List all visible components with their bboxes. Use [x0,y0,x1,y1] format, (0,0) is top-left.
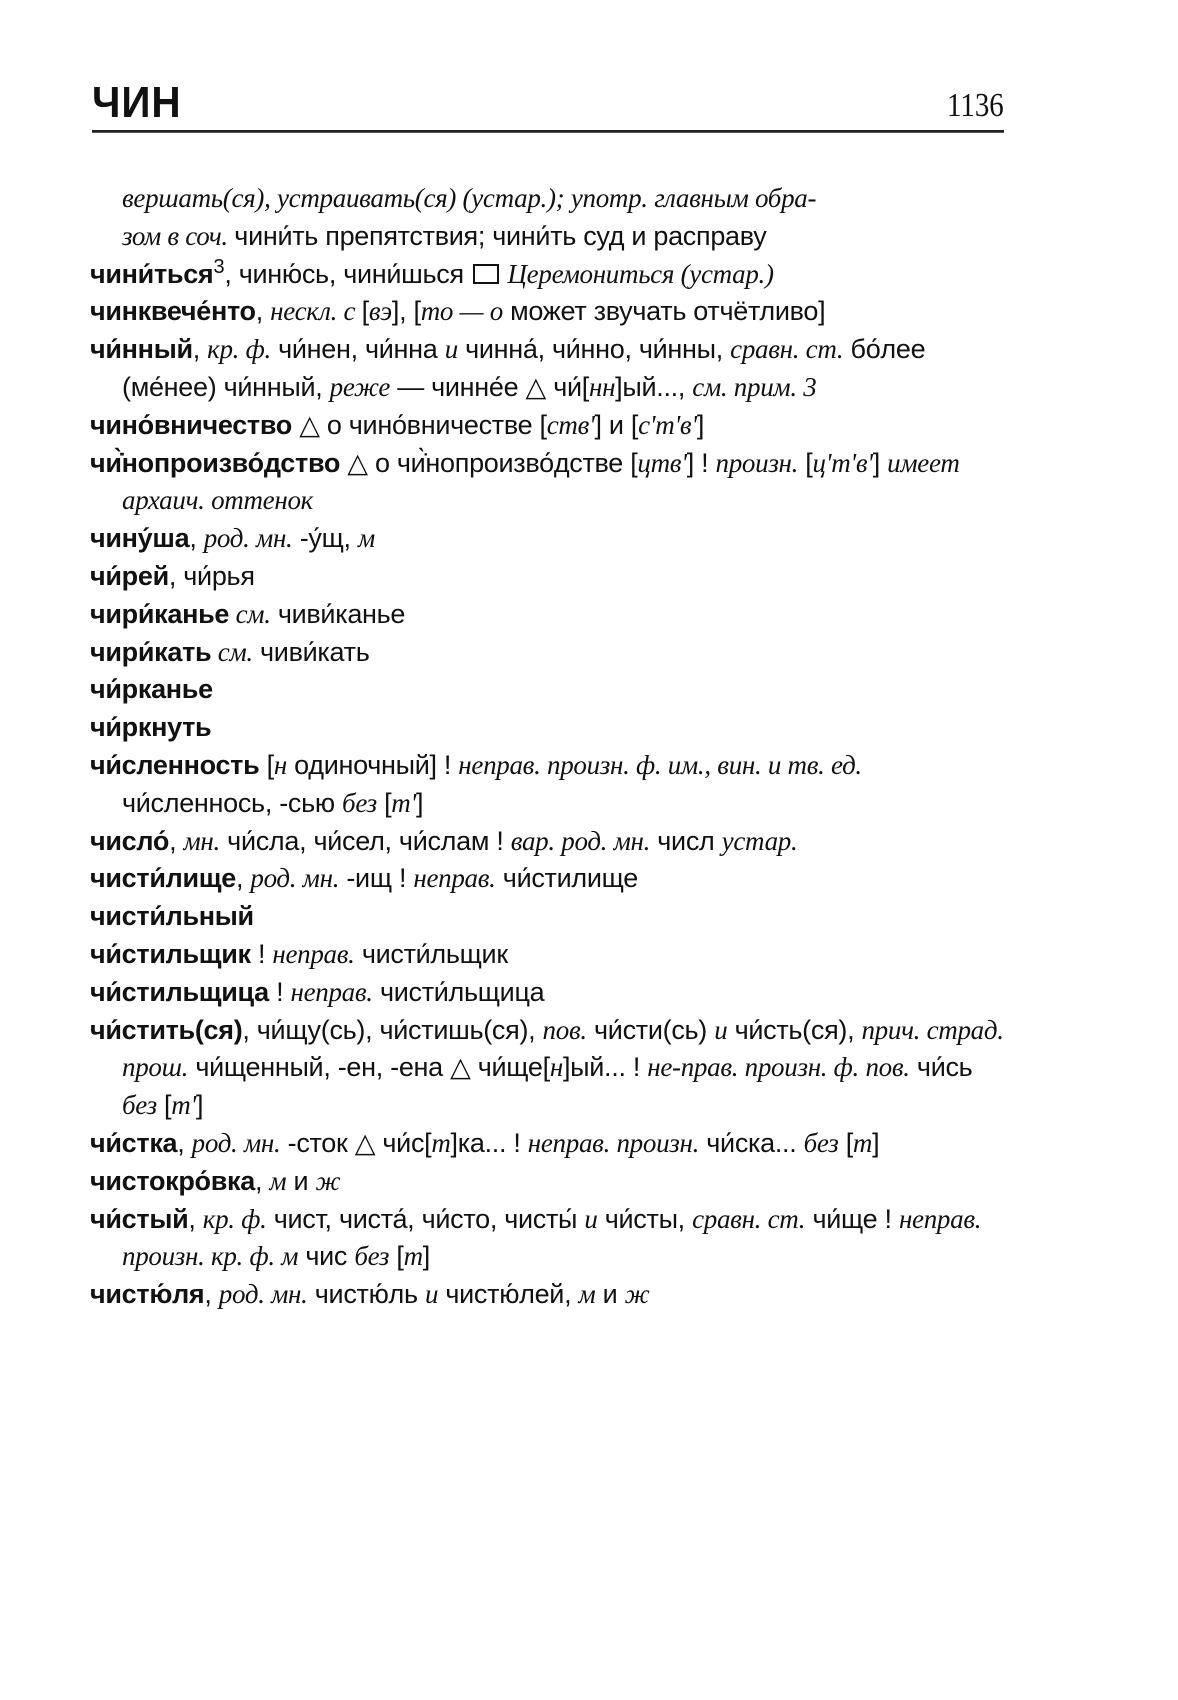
annotation: прич. страд. прош. [122,1014,1004,1083]
annotation: м [578,1279,596,1310]
entry-text: , [235,863,251,894]
headword: чи́стильщица [90,976,269,1007]
entry-text: чи́сть(ся), [727,1014,862,1045]
entry-text: [ [156,1090,172,1121]
headword: чири́кать [90,636,212,667]
entry-text: чистю́лей, [438,1279,579,1310]
running-head: ЧИН [92,78,182,127]
dictionary-entry [90,1276,1005,1314]
annotation: цтв' [637,447,687,478]
entry-text: чистю́ль [307,1279,425,1310]
entry-text: одиночный] ! [286,749,459,780]
entry-text: чист, чиста́, чи́сто, чисты́ [266,1203,585,1234]
entry-text: -у́щ, [292,523,358,554]
dictionary-entry [90,1125,1005,1163]
dictionary-entry [90,898,1005,936]
entry-text: , [254,1165,270,1196]
annotation: кр. ф. [202,1203,267,1234]
entry-text: ] [195,1090,204,1121]
annotation: т' [391,787,416,818]
entry-continuation [90,180,1005,218]
annotation: ств' [546,409,595,440]
annotation: см. [229,598,271,629]
annotation: неправ. [272,938,355,969]
entry-text: [ [798,447,813,478]
entry-text: ]ка... ! [450,1127,528,1158]
headword: чи́ркнуть [90,712,212,743]
entry-text: ] [696,409,705,440]
entry-text: бо́лее (ме́нее) чи́нный, [122,334,926,402]
entry-text: , [189,523,204,554]
entry-text: ] [422,1241,430,1272]
annotation: реже [329,371,391,402]
headword: чисти́льный [90,901,254,932]
dictionary-entry [90,596,1005,634]
entry-text: , [255,296,271,327]
headword: чини́ться [90,258,214,289]
annotation: неправ. [290,976,373,1007]
annotation: устар. [721,825,798,856]
entry-text: чи́сленнось, -сью [122,787,343,818]
entry-text: чи́стилище [495,863,638,894]
annotation: род. мн. [191,1127,281,1158]
headword: чино́вничество [90,409,292,440]
page-header [92,78,1004,128]
headword: чи́сленность [90,749,260,780]
annotation: т [852,1127,873,1158]
annotation: неправ. произн. [527,1127,700,1158]
annotation: без [803,1127,839,1158]
entry-text: чис [298,1241,355,1272]
headword: чи́рей [90,560,169,591]
headword: чи́стый [90,1203,189,1234]
annotation: и [584,1203,598,1234]
annotation: кр. ф. [207,334,271,365]
annotation: н [549,1052,563,1083]
dictionary-entry [90,1012,1005,1125]
entry-text: может звучать отчётливо] [502,296,826,327]
annotation: Церемониться (устар.) [501,258,774,289]
annotation: то — о [420,296,503,327]
annotation: род. мн. [218,1279,308,1310]
page-number: 1136 [947,87,1004,124]
entry-text: числ [650,825,722,856]
annotation: род. мн. [203,523,293,554]
dictionary-entries [90,180,1005,1314]
headword: чистокро́вка [90,1165,255,1196]
annotation: сравн. ст. [730,334,844,365]
annotation: м [357,523,375,554]
entry-text: чини́ть препятствия; чини́ть суд и расправу [234,220,767,251]
entry-text: ]ый... ! [562,1052,648,1083]
annotation: т [431,1127,451,1158]
entry-text: ] [415,787,424,818]
annotation: вар. род. мн. [510,825,651,856]
annotation: вэ [368,296,392,327]
homonym-index: 3 [213,255,225,278]
entry-text: чи́нен, чи́нна [270,334,445,365]
entry-text: , чиню́сь, чини́шься [224,258,472,289]
headword: число́ [90,825,170,856]
entry-text: , [204,1279,219,1310]
headword: чи́рканье [90,674,213,705]
entry-text: и [286,1165,316,1196]
annotation: неправ. произн. кр. ф. м [122,1203,982,1272]
annotation: не-прав. произн. ф. пов. [647,1052,910,1083]
annotation: м [269,1165,287,1196]
entry-text: △ о чи̇̀нопроизво́дстве [ [340,447,638,478]
entry-text: чи́щенный, -ен, -ена △ чи́ще[ [188,1052,550,1083]
entry-continuation [90,218,1005,256]
annotation: и [444,334,458,365]
entry-text: [ [361,296,369,327]
entry-text: , [169,825,184,856]
entry-text: [ [838,1127,853,1158]
dictionary-entry [90,860,1005,898]
dictionary-entry [90,445,1005,521]
entry-text: -сток △ чи́с[ [280,1127,432,1158]
annotation: ж [624,1279,650,1310]
headword: чи́стка [90,1127,178,1158]
annotation: мн. [183,825,220,856]
entry-text: чисти́льщица [372,976,545,1007]
dictionary-entry [90,634,1005,672]
entry-text: [ [259,749,274,780]
entry-text: ! [268,976,291,1007]
entry-text: чи́сла, чи́сел, чи́слам ! [219,825,511,856]
headword: чисти́лище [90,863,236,894]
annotation: т [403,1241,423,1272]
entry-text: чиви́канье [270,598,406,629]
headword: чи́нный [90,334,193,365]
annotation: нн [588,371,616,402]
entry-text: -ищ ! [339,863,414,894]
entry-text: чи́сь [909,1052,973,1083]
entry-text: чинна́, чи́нно, чи́нны, [457,334,731,365]
annotation: пов. [542,1014,587,1045]
dictionary-entry [90,974,1005,1012]
annotation: и [424,1279,439,1310]
headword: чистю́ля [90,1279,205,1310]
entry-text: чи́сты, [597,1203,693,1234]
entry-text: и [595,1279,625,1310]
annotation: с'т'в' [638,409,697,440]
headword: чину́ша [90,523,190,554]
annotation: ж [315,1165,341,1196]
annotation: произн. [715,447,799,478]
dictionary-entry [90,709,1005,747]
annotation: нескл. с [270,296,362,327]
entry-text: ] ! [686,447,716,478]
entry-text: ] [872,447,888,478]
headword: чи̇̀нопроизво́дство [90,447,341,478]
entry-text: △ о чино́вничестве [ [292,409,547,440]
entry-text: , чи́рья [168,560,255,591]
entry-text: , [188,1203,203,1234]
dictionary-entry [90,256,1005,294]
entry-text: [ [389,1241,404,1272]
dictionary-entry [90,293,1005,331]
annotation: т' [171,1090,196,1121]
annotation: имеет архаич. оттенок [122,447,960,516]
dictionary-entry [90,1201,1005,1277]
headword: чи́стильщик [90,938,251,969]
dictionary-entry [90,520,1005,558]
entry-text: чисти́льщик [354,938,508,969]
header-rule [92,130,1004,133]
headword: чинквече́нто [90,296,256,327]
entry-text: ! [250,938,273,969]
entry-text: ] и [ [594,409,639,440]
dictionary-entry [90,558,1005,596]
entry-text: ]ый..., [615,371,693,402]
entry-text: ], [ [391,296,421,327]
box-icon [473,264,499,284]
entry-text: чиви́кать [252,636,370,667]
dictionary-entry [90,407,1005,445]
entry-text: ] [872,1127,880,1158]
headword: чи́стить(ся) [90,1014,243,1045]
entry-text: чи́ска... [699,1127,804,1158]
entry-text: чи́сти(сь) [586,1014,715,1045]
entry-text: — чинне́е △ чи́[ [390,371,589,402]
annotation: см. прим. 3 [692,371,817,402]
annotation: см. [211,636,253,667]
dictionary-entry [90,331,1005,407]
dictionary-entry [90,1163,1005,1201]
annotation: зом в соч. [122,220,235,251]
annotation: без [342,787,377,818]
annotation: без [354,1241,390,1272]
annotation: вершать(ся), устраивать(ся) (устар.); употр. главным обра- [122,183,817,213]
entry-text: , чи́щу(сь), чи́стишь(ся), [242,1014,543,1045]
annotation: сравн. ст. [692,1203,806,1234]
annotation: ц'т'в' [812,447,873,478]
dictionary-entry [90,747,1005,823]
entry-text: чи́ще ! [805,1203,899,1234]
annotation: н [273,749,287,780]
annotation: и [714,1014,728,1045]
annotation: неправ. [413,863,496,894]
entry-text: , [192,334,208,365]
entry-text: , [177,1127,192,1158]
dictionary-entry [90,823,1005,861]
entry-text: [ [376,787,392,818]
annotation: род. мн. [250,863,340,894]
dictionary-entry [90,936,1005,974]
annotation: без [122,1090,157,1121]
dictionary-entry [90,671,1005,709]
headword: чири́канье [90,598,230,629]
annotation: неправ. произн. ф. им., вин. и тв. ед. [458,749,862,780]
